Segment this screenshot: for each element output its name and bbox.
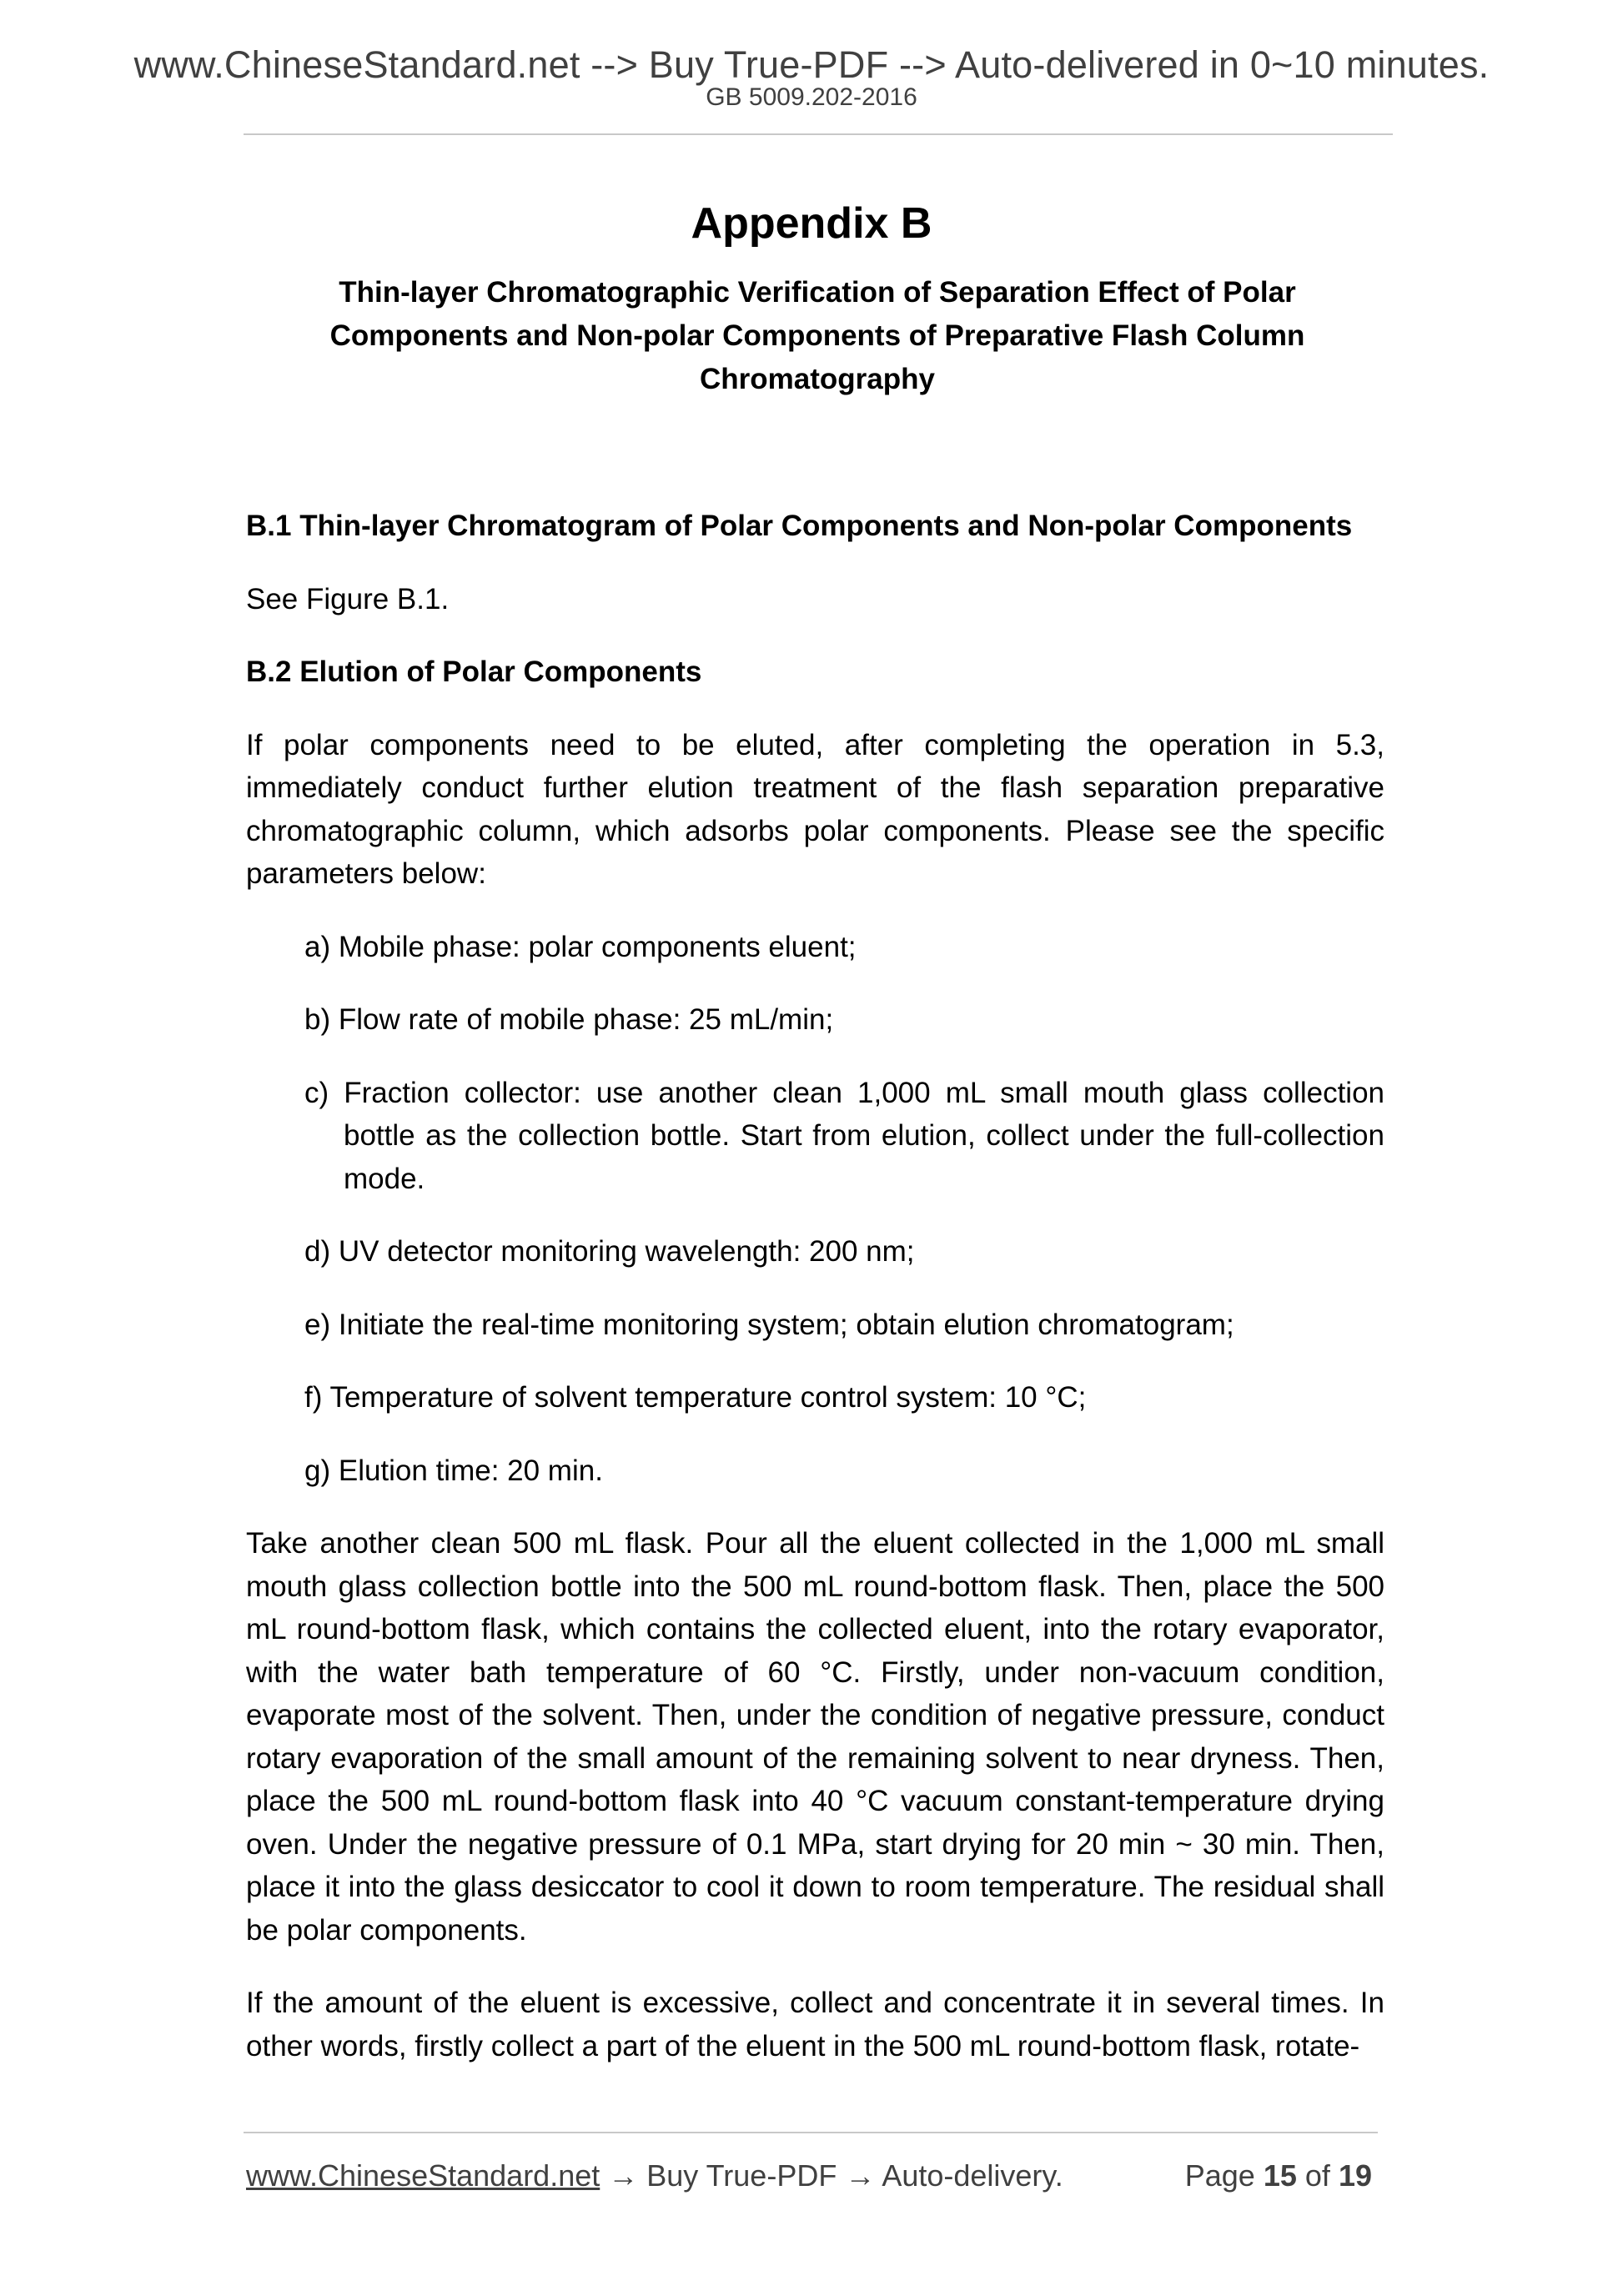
document-body: [246, 505, 1384, 2067]
footer-tagline: → Buy True-PDF → Auto-delivery.: [600, 2158, 1063, 2193]
list-item-f: f) Temperature of solvent temperature control system: 10 °C;: [304, 1381, 1087, 1414]
paragraph-evaporation: Take another clean 500 mL flask. Pour all the eluent collected in the 1,000 mL small mouth glass collection bottle into the 500 mL round-bottom flask. Then, place the 500 mL round-bottom flask, which contains the collected eluent, into the rotary evaporator, with the water bath temperature of 60 °C. Firstly, under non-vacuum condition, evaporate most of the solvent. Then, under the condition of negative pressure, conduct rotary evaporation of the small amount of the remaining solvent to near dryness. Then, place the 500 mL round-bottom flask into 40 °C vacuum constant-temperature drying oven. Under the negative pressure of 0.1 MPa, start drying for 20 min ~ 30 min. Then, place it into the glass desiccator to cool it down to room temperature. The residual shall be polar components.: [246, 1527, 1384, 1947]
list-item-e: e) Initiate the real-time monitoring system; obtain elution chromatogram;: [304, 1308, 1234, 1341]
page-total: 19: [1338, 2158, 1372, 2193]
standard-code: GB 5009.202-2016: [706, 83, 917, 111]
paragraph-excess-eluent: If the amount of the eluent is excessive, collect and concentrate it in several times. In other words, firstly collect a part of the eluent in the 500 mL round-bottom flask, rotate-: [246, 1987, 1384, 2062]
section-b2-intro: If polar components need to be eluted, after completing the operation in 5.3, immediately conduct further elution treatment of the flash separation preparative chromatographic column, which adsorbs polar components. Please see the specific parameters below:: [246, 728, 1384, 890]
list-item-b: b) Flow rate of mobile phase: 25 mL/min;: [304, 1003, 834, 1036]
header-divider: [244, 133, 1393, 135]
page-number: [1185, 2158, 1372, 2193]
list-item-d: d) UV detector monitoring wavelength: 200 nm;: [304, 1235, 915, 1268]
section-b1-text: See Figure B.1.: [246, 582, 450, 615]
list-item-a: a) Mobile phase: polar components eluent;: [304, 930, 857, 963]
list-item-g: g) Elution time: 20 min.: [304, 1454, 603, 1487]
footer-website-link[interactable]: www.ChineseStandard.net: [246, 2158, 600, 2193]
appendix-title: Appendix B: [691, 199, 932, 248]
list-item-c: c) Fraction collector: use another clean 1,000 mL small mouth glass collection bottle as the collection bottle. Start from elution, collect under the full-collection mode.: [304, 1076, 1384, 1195]
page-of-label: of: [1304, 2158, 1330, 2193]
appendix-subtitle: Thin-layer Chromatographic Verification of Separation Effect of Polar Components and Non-polar Components of Preparative Flash Column Chromatography: [329, 276, 1305, 395]
page-footer: [246, 2158, 1380, 2193]
page-label: Page: [1184, 2158, 1255, 2193]
section-b1-heading: B.1 Thin-layer Chromatogram of Polar Components and Non-polar Components: [246, 510, 1353, 542]
section-b2-heading: B.2 Elution of Polar Components: [246, 656, 702, 688]
top-banner: www.ChineseStandard.net --> Buy True-PDF --> Auto-delivered in 0~10 minutes.: [133, 43, 1490, 86]
page-current: 15: [1263, 2158, 1297, 2193]
footer-divider: [244, 2132, 1378, 2133]
